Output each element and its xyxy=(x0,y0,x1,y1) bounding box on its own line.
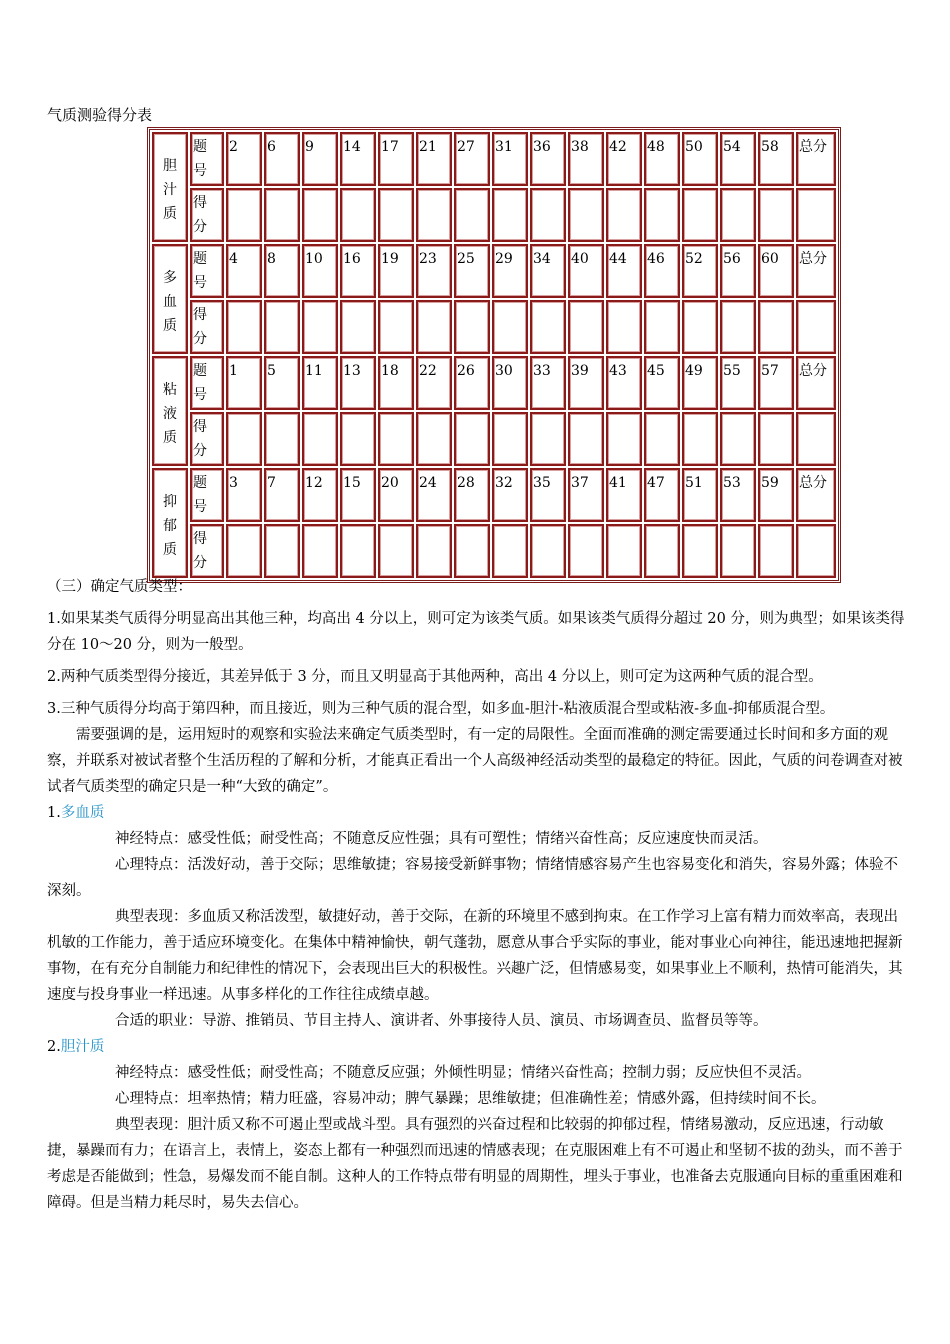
temperament-type-cell xyxy=(152,244,188,354)
score-input-cell[interactable] xyxy=(568,188,604,242)
total-label-cell: 总分 xyxy=(796,244,836,298)
score-input-cell[interactable] xyxy=(644,300,680,354)
score-input-cell[interactable] xyxy=(682,188,718,242)
score-label xyxy=(190,300,224,354)
question-number-cell: 42 xyxy=(606,132,642,186)
score-input-cell[interactable] xyxy=(796,188,836,242)
question-number-cell: 2 xyxy=(226,132,262,186)
question-number-cell: 19 xyxy=(378,244,414,298)
choleric-typical: 典型表现：胆汁质又称不可遏止型或战斗型。具有强烈的兴奋过程和比较弱的抑郁过程，情绪易激动，反应迅速，行动敏捷，暴躁而有力；在语言上，表情上，姿态上都有一种强烈而迅速的情感表现；在克服困难上有不可遏止和坚韧不拔的劲头，而不善于考虑是否能做到；性急，易爆发而不能自制。这种人的工作特点带有明显的周期性，埋头于事业，也准备去克服通向目标的重重困难和障碍。但是当精力耗尽时，易失去信心。 xyxy=(47,1117,903,1211)
question-number-cell: 37 xyxy=(568,468,604,522)
score-input-cell[interactable] xyxy=(492,524,528,578)
question-number-cell: 4 xyxy=(226,244,262,298)
score-label xyxy=(190,524,224,578)
question-number-cell: 31 xyxy=(492,132,528,186)
question-number-cell: 56 xyxy=(720,244,756,298)
question-number-cell: 26 xyxy=(454,356,490,410)
table-row xyxy=(152,468,836,522)
question-number-cell: 53 xyxy=(720,468,756,522)
question-number-cell: 43 xyxy=(606,356,642,410)
question-number-cell: 47 xyxy=(644,468,680,522)
question-number-cell: 40 xyxy=(568,244,604,298)
score-input-cell[interactable] xyxy=(796,300,836,354)
table-row xyxy=(152,300,836,354)
question-number-cell: 9 xyxy=(302,132,338,186)
table-row xyxy=(152,412,836,466)
score-label-text: 得分 xyxy=(193,531,207,571)
question-number-label xyxy=(190,356,224,410)
question-number-cell: 59 xyxy=(758,468,794,522)
score-input-cell[interactable] xyxy=(606,300,642,354)
score-input-cell[interactable] xyxy=(606,412,642,466)
total-label-cell: 总分 xyxy=(796,356,836,410)
sanguine-num: 1. xyxy=(47,805,61,821)
question-number-cell: 18 xyxy=(378,356,414,410)
score-input-cell[interactable] xyxy=(796,524,836,578)
score-input-cell[interactable] xyxy=(682,300,718,354)
score-input-cell[interactable] xyxy=(530,524,566,578)
choleric-num: 2. xyxy=(47,1039,61,1055)
question-number-cell: 11 xyxy=(302,356,338,410)
temperament-type-label: 抑郁质 xyxy=(163,493,177,558)
score-input-cell[interactable] xyxy=(758,300,794,354)
score-input-cell[interactable] xyxy=(568,412,604,466)
question-number-cell: 45 xyxy=(644,356,680,410)
score-label xyxy=(190,188,224,242)
table-title: 气质测验得分表 xyxy=(47,106,153,124)
question-number-cell: 7 xyxy=(264,468,300,522)
score-input-cell[interactable] xyxy=(264,524,300,578)
sanguine-title: 多血质 xyxy=(60,805,105,821)
table-row xyxy=(152,132,836,186)
choleric-title: 胆汁质 xyxy=(60,1039,105,1055)
score-input-cell[interactable] xyxy=(720,188,756,242)
question-number-cell: 48 xyxy=(644,132,680,186)
question-number-cell: 25 xyxy=(454,244,490,298)
score-input-cell[interactable] xyxy=(340,524,376,578)
score-input-cell[interactable] xyxy=(264,300,300,354)
temperament-type-label: 胆汁质 xyxy=(163,157,177,222)
question-number-cell: 29 xyxy=(492,244,528,298)
score-input-cell[interactable] xyxy=(302,188,338,242)
choleric-heading xyxy=(47,1034,907,1060)
question-number-cell: 14 xyxy=(340,132,376,186)
score-input-cell[interactable] xyxy=(302,300,338,354)
score-input-cell[interactable] xyxy=(682,524,718,578)
question-number-cell: 57 xyxy=(758,356,794,410)
score-input-cell[interactable] xyxy=(530,188,566,242)
score-input-cell[interactable] xyxy=(644,188,680,242)
question-number-cell: 22 xyxy=(416,356,452,410)
temperament-type-cell xyxy=(152,468,188,578)
score-input-cell[interactable] xyxy=(492,188,528,242)
temperament-type-cell xyxy=(152,356,188,466)
question-number-cell: 23 xyxy=(416,244,452,298)
score-input-cell[interactable] xyxy=(416,188,452,242)
question-number-cell: 16 xyxy=(340,244,376,298)
section-3-title: （三）确定气质类型： xyxy=(47,579,192,595)
rule-1: 1.如果某类气质得分明显高出其他三种，均高出 4 分以上，则可定为该类气质。如果该类气质得分超过 20 分，则为典型；如果该类得分在 10～20 分，则为一般型。 xyxy=(47,611,905,653)
score-label-text: 得分 xyxy=(193,307,207,347)
score-input-cell[interactable] xyxy=(264,188,300,242)
question-number-cell: 49 xyxy=(682,356,718,410)
question-number-cell: 5 xyxy=(264,356,300,410)
score-input-cell[interactable] xyxy=(758,188,794,242)
score-input-cell[interactable] xyxy=(568,300,604,354)
score-input-cell[interactable] xyxy=(758,524,794,578)
question-number-cell: 51 xyxy=(682,468,718,522)
question-number-cell: 27 xyxy=(454,132,490,186)
score-input-cell[interactable] xyxy=(340,412,376,466)
question-number-label xyxy=(190,468,224,522)
score-input-cell[interactable] xyxy=(720,524,756,578)
score-input-cell[interactable] xyxy=(530,300,566,354)
score-input-cell[interactable] xyxy=(606,524,642,578)
question-number-cell: 21 xyxy=(416,132,452,186)
sanguine-psych: 心理特点：活泼好动，善于交际；思维敏捷；容易接受新鲜事物；情绪情感容易产生也容易变化和消失，容易外露；体验不深刻。 xyxy=(47,857,898,899)
question-number-cell: 10 xyxy=(302,244,338,298)
score-input-cell[interactable] xyxy=(226,188,262,242)
question-number-cell: 24 xyxy=(416,468,452,522)
question-number-cell: 20 xyxy=(378,468,414,522)
question-number-cell: 34 xyxy=(530,244,566,298)
score-input-cell[interactable] xyxy=(492,300,528,354)
question-number-cell: 60 xyxy=(758,244,794,298)
total-label-cell: 总分 xyxy=(796,468,836,522)
score-input-cell[interactable] xyxy=(606,188,642,242)
score-input-cell[interactable] xyxy=(226,412,262,466)
question-number-cell: 3 xyxy=(226,468,262,522)
table-row xyxy=(152,188,836,242)
question-number-label-text: 题号 xyxy=(193,475,207,515)
question-number-cell: 55 xyxy=(720,356,756,410)
score-input-cell[interactable] xyxy=(720,300,756,354)
score-input-cell[interactable] xyxy=(416,524,452,578)
question-number-cell: 12 xyxy=(302,468,338,522)
score-input-cell[interactable] xyxy=(264,412,300,466)
score-input-cell[interactable] xyxy=(226,300,262,354)
score-table xyxy=(147,127,841,583)
score-input-cell[interactable] xyxy=(378,524,414,578)
table-row xyxy=(152,244,836,298)
question-number-label xyxy=(190,132,224,186)
score-input-cell[interactable] xyxy=(378,188,414,242)
rule-2: 2.两种气质类型得分接近，其差异低于 3 分，而且又明显高于其他两种，高出 4 分以上，则可定为这两种气质的混合型。 xyxy=(47,669,823,685)
sanguine-typical: 典型表现：多血质又称活泼型，敏捷好动，善于交际，在新的环境里不感到拘束。在工作学习上富有精力而效率高，表现出机敏的工作能力，善于适应环境变化。在集体中精神愉快，朝气蓬勃，愿意从事合乎实际的事业，能对事业心向神往，能迅速地把握新事物，在有充分自制能力和纪律性的情况下，会表现出巨大的积极性。兴趣广泛，但情感易变，如果事业上不顺利，热情可能消失，其速度与投身事业一样迅速。从事多样化的工作往往成绩卓越。 xyxy=(47,909,903,1003)
choleric-psych: 心理特点：坦率热情；精力旺盛，容易冲动；脾气暴躁；思维敏捷；但准确性差；情感外露，但持续时间不长。 xyxy=(115,1091,826,1107)
question-number-cell: 8 xyxy=(264,244,300,298)
question-number-cell: 33 xyxy=(530,356,566,410)
question-number-label-text: 题号 xyxy=(193,139,207,179)
question-number-cell: 39 xyxy=(568,356,604,410)
sanguine-jobs: 合适的职业：导游、推销员、节目主持人、演讲者、外事接待人员、演员、市场调查员、监督员等等。 xyxy=(115,1013,768,1029)
question-number-cell: 36 xyxy=(530,132,566,186)
score-input-cell[interactable] xyxy=(454,188,490,242)
score-input-cell[interactable] xyxy=(644,524,680,578)
question-number-cell: 58 xyxy=(758,132,794,186)
question-number-cell: 17 xyxy=(378,132,414,186)
score-input-cell[interactable] xyxy=(454,412,490,466)
question-number-label-text: 题号 xyxy=(193,363,207,403)
rule-3: 3.三种气质得分均高于第四种，而且接近，则为三种气质的混合型，如多血-胆汁-粘液质混合型或粘液-多血-抑郁质混合型。 xyxy=(47,701,835,717)
question-number-cell: 15 xyxy=(340,468,376,522)
question-number-cell: 1 xyxy=(226,356,262,410)
sanguine-heading xyxy=(47,800,907,826)
question-number-cell: 52 xyxy=(682,244,718,298)
question-number-cell: 32 xyxy=(492,468,528,522)
score-input-cell[interactable] xyxy=(416,412,452,466)
question-number-cell: 46 xyxy=(644,244,680,298)
score-input-cell[interactable] xyxy=(682,412,718,466)
score-input-cell[interactable] xyxy=(492,412,528,466)
score-input-cell[interactable] xyxy=(568,524,604,578)
question-number-cell: 41 xyxy=(606,468,642,522)
score-label-text: 得分 xyxy=(193,195,207,235)
score-input-cell[interactable] xyxy=(530,412,566,466)
question-number-label-text: 题号 xyxy=(193,251,207,291)
question-number-cell: 50 xyxy=(682,132,718,186)
total-label-cell: 总分 xyxy=(796,132,836,186)
question-number-cell: 35 xyxy=(530,468,566,522)
question-number-cell: 44 xyxy=(606,244,642,298)
score-label-text: 得分 xyxy=(193,419,207,459)
score-input-cell[interactable] xyxy=(758,412,794,466)
section-3 xyxy=(47,574,907,1216)
table-row xyxy=(152,356,836,410)
score-input-cell[interactable] xyxy=(378,412,414,466)
sanguine-nerve: 神经特点：感受性低；耐受性高；不随意反应性强；具有可塑性；情绪兴奋性高；反应速度快而灵活。 xyxy=(115,831,768,847)
question-number-label xyxy=(190,244,224,298)
question-number-cell: 38 xyxy=(568,132,604,186)
score-input-cell[interactable] xyxy=(340,300,376,354)
question-number-cell: 13 xyxy=(340,356,376,410)
score-input-cell[interactable] xyxy=(644,412,680,466)
score-label xyxy=(190,412,224,466)
score-input-cell[interactable] xyxy=(796,412,836,466)
question-number-cell: 6 xyxy=(264,132,300,186)
score-input-cell[interactable] xyxy=(720,412,756,466)
note-paragraph: 需要强调的是，运用短时的观察和实验法来确定气质类型时，有一定的局限性。全面而准确的测定需要通过长时间和多方面的观察，并联系对被试者整个生活历程的了解和分析，才能真正看出一个人高级神经活动类型的最稳定的特征。因此，气质的问卷调查对被试者气质类型的确定只是一种“大致的确定”。 xyxy=(47,727,903,795)
score-input-cell[interactable] xyxy=(454,300,490,354)
temperament-type-cell xyxy=(152,132,188,242)
score-input-cell[interactable] xyxy=(226,524,262,578)
score-input-cell[interactable] xyxy=(378,300,414,354)
score-input-cell[interactable] xyxy=(416,300,452,354)
temperament-type-label: 多血质 xyxy=(163,269,177,334)
question-number-cell: 28 xyxy=(454,468,490,522)
score-input-cell[interactable] xyxy=(302,524,338,578)
question-number-cell: 54 xyxy=(720,132,756,186)
question-number-cell: 30 xyxy=(492,356,528,410)
table-row xyxy=(152,524,836,578)
temperament-type-label: 粘液质 xyxy=(163,381,177,446)
choleric-nerve: 神经特点：感受性低；耐受性高；不随意反应强；外倾性明显；情绪兴奋性高；控制力弱；反应快但不灵活。 xyxy=(115,1065,811,1081)
score-input-cell[interactable] xyxy=(454,524,490,578)
score-input-cell[interactable] xyxy=(340,188,376,242)
score-input-cell[interactable] xyxy=(302,412,338,466)
